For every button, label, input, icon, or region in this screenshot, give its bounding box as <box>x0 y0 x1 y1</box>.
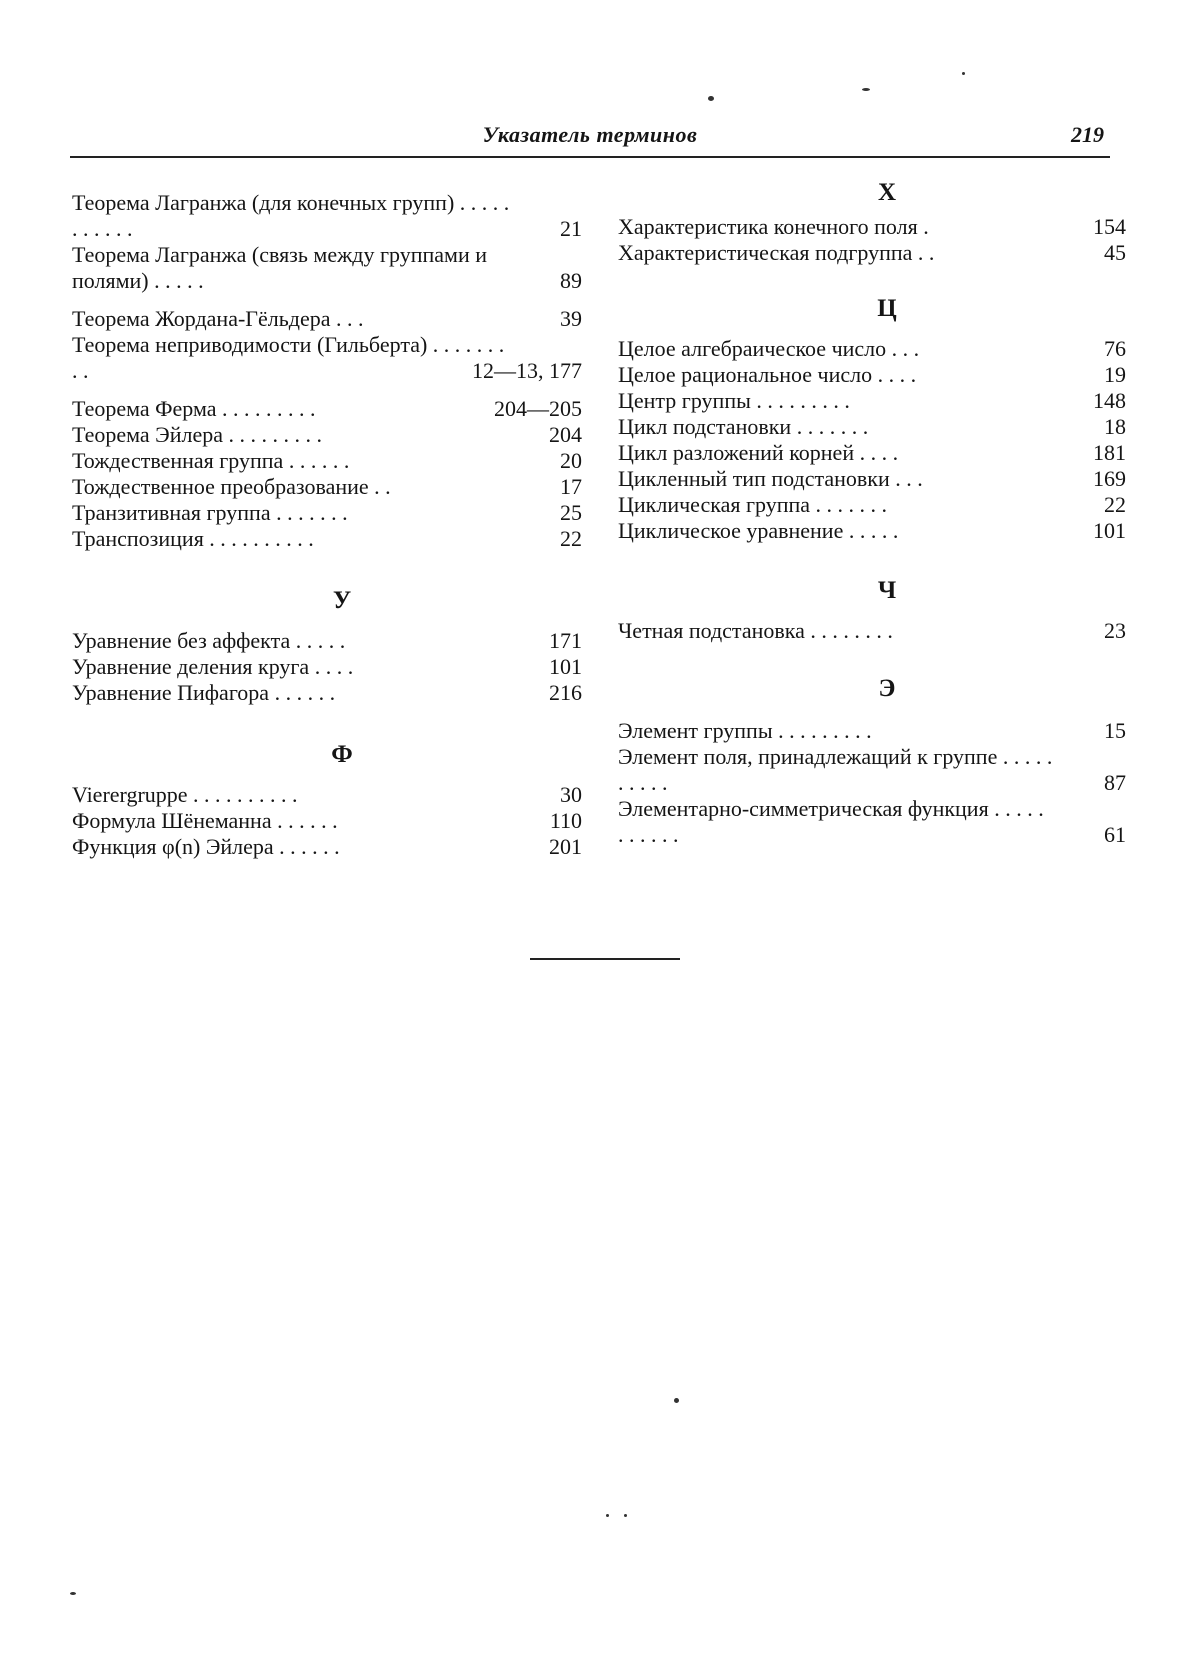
page-header <box>70 120 1110 158</box>
entry-page: 76 <box>1104 336 1126 361</box>
entry-page: 20 <box>560 448 582 473</box>
entry-page: 25 <box>560 500 582 525</box>
entry-page: 171 <box>549 628 582 653</box>
section-letter: Ф <box>331 741 353 768</box>
entry-page: 101 <box>1093 518 1126 543</box>
entry-group <box>618 718 1126 848</box>
entry-page: 154 <box>1093 214 1126 239</box>
running-title: Указатель терминов <box>482 122 698 147</box>
entry-term: Четная подстановка . . . . . . . . <box>618 618 893 643</box>
right-column <box>618 178 1126 848</box>
index-entry <box>72 306 582 332</box>
entry-page: 45 <box>1104 240 1126 265</box>
entry-term: Характеристика конечного поля . <box>618 214 929 239</box>
entry-term: Транзитивная группа . . . . . . . <box>72 500 348 525</box>
entry-term: Теорема неприводимости (Гильберта) . . . . . . . . . <box>72 332 505 383</box>
entry-page: 101 <box>549 654 582 679</box>
index-entry <box>618 336 1126 362</box>
index-entry <box>618 718 1126 744</box>
index-entry <box>618 388 1126 414</box>
entry-term: Циклическое уравнение . . . . . <box>618 518 899 543</box>
entry-page: 169 <box>1093 466 1126 491</box>
scan-speck <box>624 1514 627 1517</box>
left-column <box>72 190 582 860</box>
entry-page: 17 <box>560 474 582 499</box>
section-letter: Э <box>878 675 896 702</box>
scan-speck <box>70 1592 76 1595</box>
entry-group <box>72 782 582 860</box>
scan-speck <box>708 96 714 101</box>
entry-group <box>72 306 582 384</box>
scan-speck <box>862 88 870 91</box>
entry-page: 201 <box>549 834 582 859</box>
entry-term: Vierergruppe . . . . . . . . . . <box>72 782 298 807</box>
entry-page: 23 <box>1104 618 1126 643</box>
entry-page: 30 <box>560 782 582 807</box>
entry-term: Теорема Лагранжа (связь между группами и полями) . . . . . <box>72 242 488 293</box>
index-entry <box>72 448 582 474</box>
entry-term: Целое алгебраическое число . . . <box>618 336 920 361</box>
entry-term: Циклическая группа . . . . . . . <box>618 492 888 517</box>
entry-page: 39 <box>560 306 582 331</box>
index-entry <box>618 214 1126 240</box>
entry-page: 181 <box>1093 440 1126 465</box>
entry-term: Цикл подстановки . . . . . . . <box>618 414 869 439</box>
section-letter: Х <box>877 179 897 206</box>
end-rule <box>530 958 680 960</box>
entry-term: Цикл разложений корней . . . . <box>618 440 899 465</box>
section-letter: Ц <box>877 295 897 322</box>
entry-page: 89 <box>560 268 582 293</box>
entry-group <box>618 214 1126 266</box>
entry-page: 22 <box>560 526 582 551</box>
index-entry <box>72 474 582 500</box>
entry-page: 12—13, 177 <box>472 358 582 383</box>
index-entry <box>618 518 1126 544</box>
entry-term: Уравнение деления круга . . . . <box>72 654 354 679</box>
index-entry <box>72 654 582 680</box>
entry-term: Характеристическая подгруппа . . <box>618 240 935 265</box>
scan-speck <box>674 1398 679 1403</box>
index-entry <box>72 526 582 552</box>
entry-page: 87 <box>1104 770 1126 795</box>
entry-page: 110 <box>549 808 582 833</box>
index-entry <box>618 796 1126 848</box>
entry-page: 61 <box>1104 822 1126 847</box>
index-entry <box>72 808 582 834</box>
entry-term: Теорема Ферма . . . . . . . . . <box>72 396 316 421</box>
entry-term: Элементарно-симметрическая функция . . . . . . . . . . . <box>618 796 1044 847</box>
index-entry <box>72 190 582 242</box>
scan-speck <box>962 72 965 75</box>
section-letter: Ч <box>877 577 897 604</box>
index-entry <box>618 492 1126 518</box>
section-letter: У <box>332 587 352 614</box>
entry-group <box>72 396 582 552</box>
entry-page: 19 <box>1104 362 1126 387</box>
entry-term: Теорема Лагранжа (для конечных групп) . . . . . . . . . . . <box>72 190 510 241</box>
entry-term: Тождественная группа . . . . . . <box>72 448 350 473</box>
entry-term: Функция φ(n) Эйлера . . . . . . <box>72 834 340 859</box>
entry-term: Теорема Жордана-Гёльдера . . . <box>72 306 364 331</box>
index-entry <box>72 332 582 384</box>
index-entry <box>72 628 582 654</box>
entry-term: Уравнение без аффекта . . . . . <box>72 628 346 653</box>
entry-term: Тождественное преобразование . . <box>72 474 391 499</box>
entry-group <box>618 336 1126 544</box>
entry-page: 204 <box>549 422 582 447</box>
entry-term: Цикленный тип подстановки . . . <box>618 466 923 491</box>
entry-page: 22 <box>1104 492 1126 517</box>
entry-page: 216 <box>549 680 582 705</box>
entry-term: Элемент группы . . . . . . . . . <box>618 718 872 743</box>
entry-term: Уравнение Пифагора . . . . . . <box>72 680 336 705</box>
index-entry <box>72 500 582 526</box>
index-entry <box>72 680 582 706</box>
entry-term: Транспозиция . . . . . . . . . . <box>72 526 314 551</box>
index-entry <box>72 396 582 422</box>
entry-page: 148 <box>1093 388 1126 413</box>
index-entry <box>618 440 1126 466</box>
index-entry <box>618 466 1126 492</box>
index-entry <box>618 618 1126 644</box>
index-entry <box>618 744 1126 796</box>
entry-page: 204—205 <box>494 396 582 421</box>
page-number: 219 <box>1071 122 1104 147</box>
entry-group <box>72 628 582 706</box>
entry-page: 18 <box>1104 414 1126 439</box>
entry-group <box>72 190 582 294</box>
index-entry <box>72 422 582 448</box>
index-entry <box>72 834 582 860</box>
entry-page: 15 <box>1104 718 1126 743</box>
entry-term: Целое рациональное число . . . . <box>618 362 917 387</box>
entry-term: Формула Шёнеманна . . . . . . <box>72 808 338 833</box>
entry-page: 21 <box>560 216 582 241</box>
entry-term: Центр группы . . . . . . . . . <box>618 388 850 413</box>
index-entry <box>72 782 582 808</box>
entry-term: Теорема Эйлера . . . . . . . . . <box>72 422 322 447</box>
index-entry <box>618 362 1126 388</box>
scan-speck <box>606 1514 609 1517</box>
entry-group <box>618 618 1126 644</box>
entry-term: Элемент поля, принадлежащий к группе . . . . . . . . . . <box>618 744 1053 795</box>
index-entry <box>618 240 1126 266</box>
index-entry <box>72 242 582 294</box>
index-entry <box>618 414 1126 440</box>
